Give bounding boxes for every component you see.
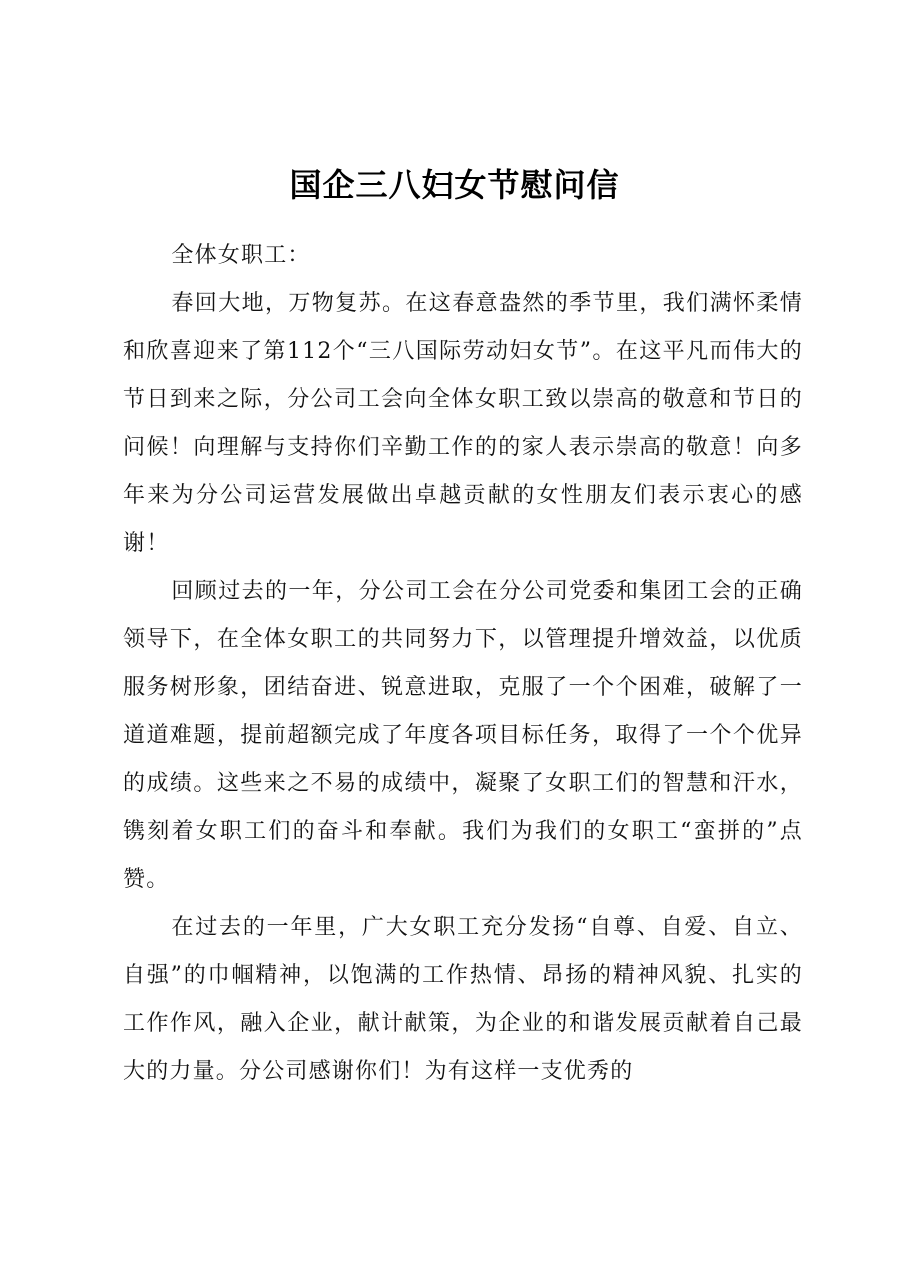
paragraph-3: 在过去的一年里，广大女职工充分发扬“自尊、自爱、自立、自强”的巾帼精神，以饱满的工作热情、昂扬的精神风貌、扎实的工作作风，融入企业，献计献策，为企业的和谐发展贡献着自己最大的力量。分公司感谢你们！为有这样一支优秀的 <box>123 915 803 1084</box>
paragraph-1: 春回大地，万物复苏。在这春意盎然的季节里，我们满怀柔情和欣喜迎来了第112个“三八国际劳动妇女节”。在这平凡而伟大的节日到来之际，分公司工会向全体女职工致以崇高的敬意和节日的问候！向理解与支持你们辛勤工作的的家人表示崇高的敬意！向多年来为分公司运营发展做出卓越贡献的女性朋友们表示衷心的感谢！ <box>123 291 803 556</box>
document-body <box>123 232 803 1096</box>
paragraph-2: 回顾过去的一年，分公司工会在分公司党委和集团工会的正确领导下，在全体女职工的共同努力下，以管理提升增效益，以优质服务树形象，团结奋进、锐意进取，克服了一个个困难，破解了一道道难题，提前超额完成了年度各项目标任务，取得了一个个优异的成绩。这些来之不易的成绩中，凝聚了女职工们的智慧和汗水，镌刻着女职工们的奋斗和奉献。我们为我们的女职工“蛮拼的”点赞。 <box>123 579 803 892</box>
document-title: 国企三八妇女节慰问信 <box>289 166 620 204</box>
salutation: 全体女职工： <box>171 243 311 268</box>
